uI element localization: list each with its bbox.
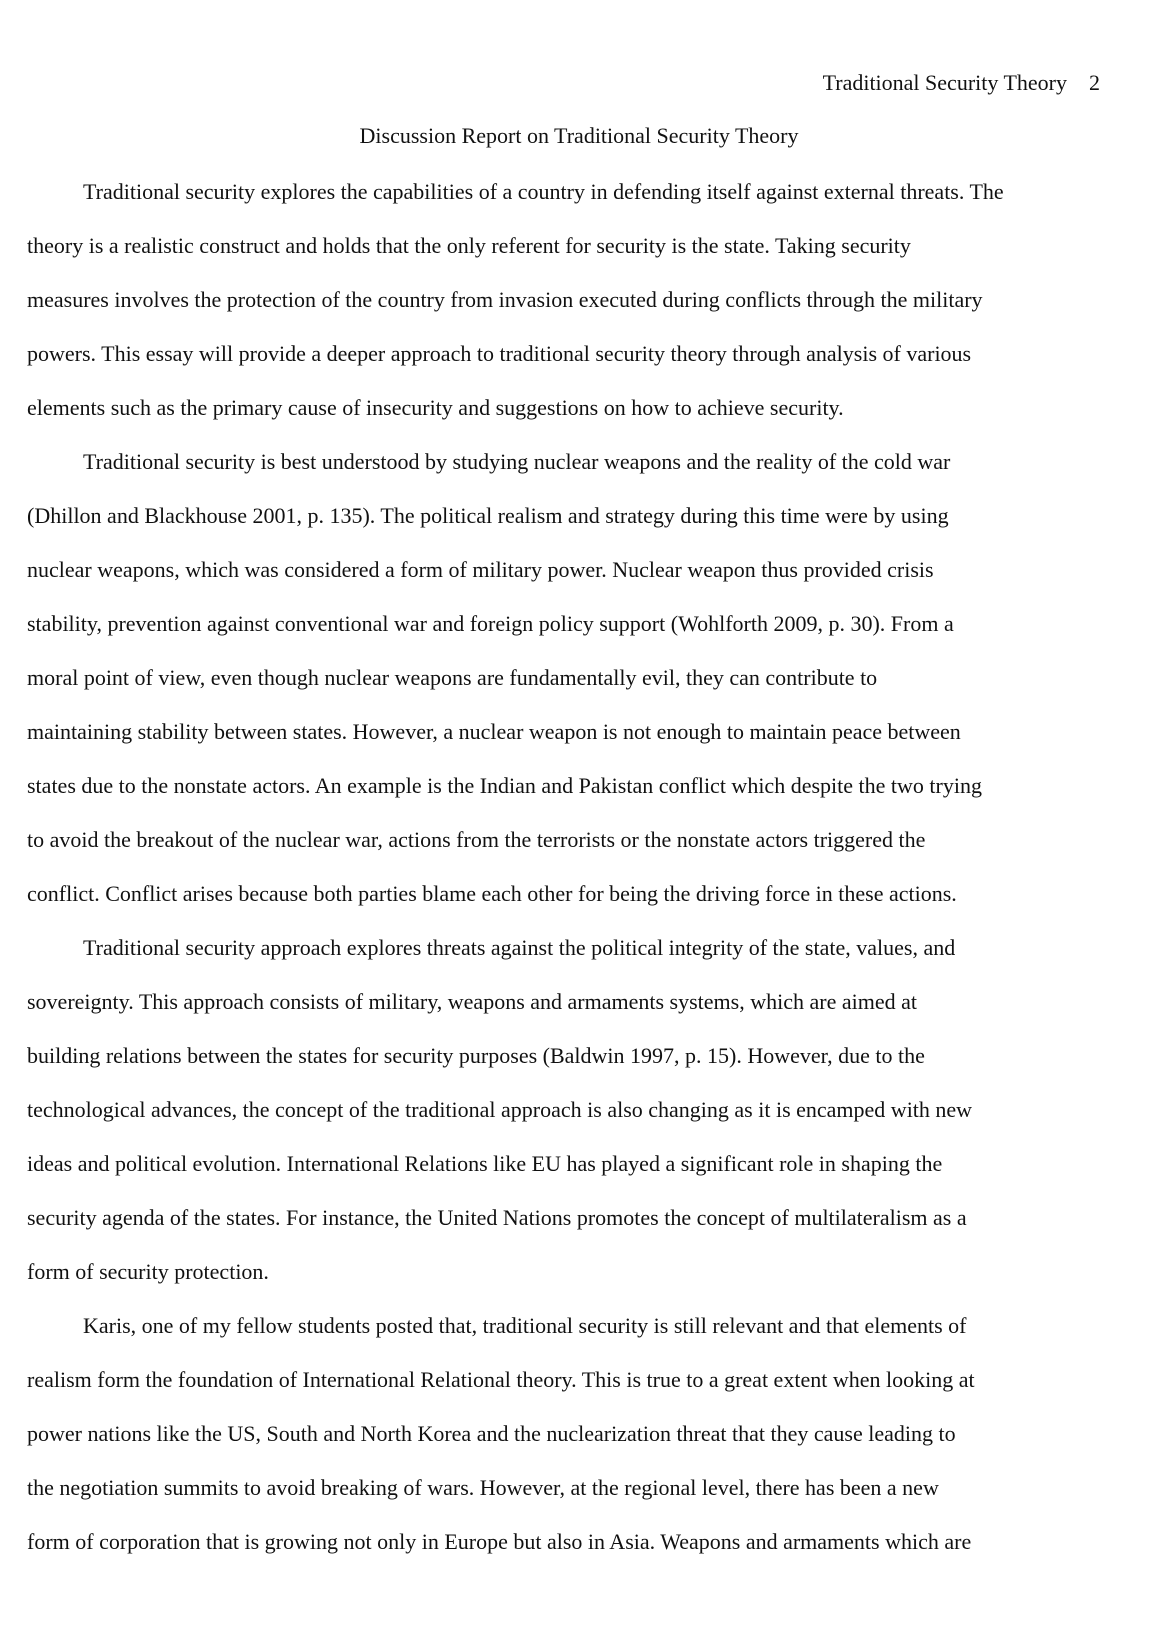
text-line: power nations like the US, South and North Korea and the nuclearization threat that they cause leading to	[27, 1421, 956, 1446]
paragraph-4	[27, 1299, 1105, 1569]
running-title: Traditional Security Theory	[822, 70, 1067, 95]
text-line: nuclear weapons, which was considered a form of military power. Nuclear weapon thus provided crisis	[27, 557, 934, 582]
text-line: stability, prevention against conventional war and foreign policy support (Wohlforth 2009, p. 30). From a	[27, 611, 954, 636]
text-line: ideas and political evolution. International Relations like EU has played a significant role in shaping the	[27, 1151, 943, 1176]
text-line: Traditional security approach explores threats against the political integrity of the state, values, and	[83, 935, 956, 960]
text-line: moral point of view, even though nuclear weapons are fundamentally evil, they can contribute to	[27, 665, 878, 690]
text-line: sovereignty. This approach consists of military, weapons and armaments systems, which are aimed at	[27, 989, 917, 1014]
text-line: conflict. Conflict arises because both parties blame each other for being the driving force in these actions.	[27, 881, 957, 906]
page-number: 2	[1089, 70, 1100, 95]
text-line: technological advances, the concept of the traditional approach is also changing as it is encamped with new	[27, 1097, 973, 1122]
text-line: building relations between the states for security purposes (Baldwin 1997, p. 15). However, due to the	[27, 1043, 925, 1068]
paragraph-2	[27, 435, 1105, 921]
running-header	[823, 68, 1100, 98]
text-line: elements such as the primary cause of insecurity and suggestions on how to achieve security.	[27, 395, 844, 420]
text-line: powers. This essay will provide a deeper approach to traditional security theory through analysis of various	[27, 341, 972, 366]
document-title: Discussion Report on Traditional Security Theory	[359, 123, 799, 148]
body-text	[27, 165, 1105, 1569]
text-line: maintaining stability between states. However, a nuclear weapon is not enough to maintain peace between	[27, 719, 961, 744]
text-line: Traditional security explores the capabilities of a country in defending itself against external threats. The	[83, 179, 1004, 204]
text-line: (Dhillon and Blackhouse 2001, p. 135). The political realism and strategy during this time were by using	[27, 503, 949, 528]
text-line: measures involves the protection of the country from invasion executed during conflicts through the military	[27, 287, 983, 312]
text-line: states due to the nonstate actors. An example is the Indian and Pakistan conflict which despite the two trying	[27, 773, 982, 798]
text-line: security agenda of the states. For instance, the United Nations promotes the concept of multilateralism as a	[27, 1205, 967, 1230]
text-line: theory is a realistic construct and holds that the only referent for security is the state. Taking security	[27, 233, 911, 258]
text-line: form of corporation that is growing not only in Europe but also in Asia. Weapons and armaments which are	[27, 1529, 972, 1554]
text-line: the negotiation summits to avoid breaking of wars. However, at the regional level, there has been a new	[27, 1475, 939, 1500]
text-line: realism form the foundation of International Relational theory. This is true to a great extent when looking at	[27, 1367, 975, 1392]
paragraph-3	[27, 921, 1105, 1299]
text-line: form of security protection.	[27, 1259, 269, 1284]
text-line: Traditional security is best understood by studying nuclear weapons and the reality of the cold war	[83, 449, 951, 474]
text-line: Karis, one of my fellow students posted that, traditional security is still relevant and that elements of	[83, 1313, 967, 1338]
text-line: to avoid the breakout of the nuclear war, actions from the terrorists or the nonstate actors triggered the	[27, 827, 926, 852]
paragraph-1	[27, 165, 1105, 435]
